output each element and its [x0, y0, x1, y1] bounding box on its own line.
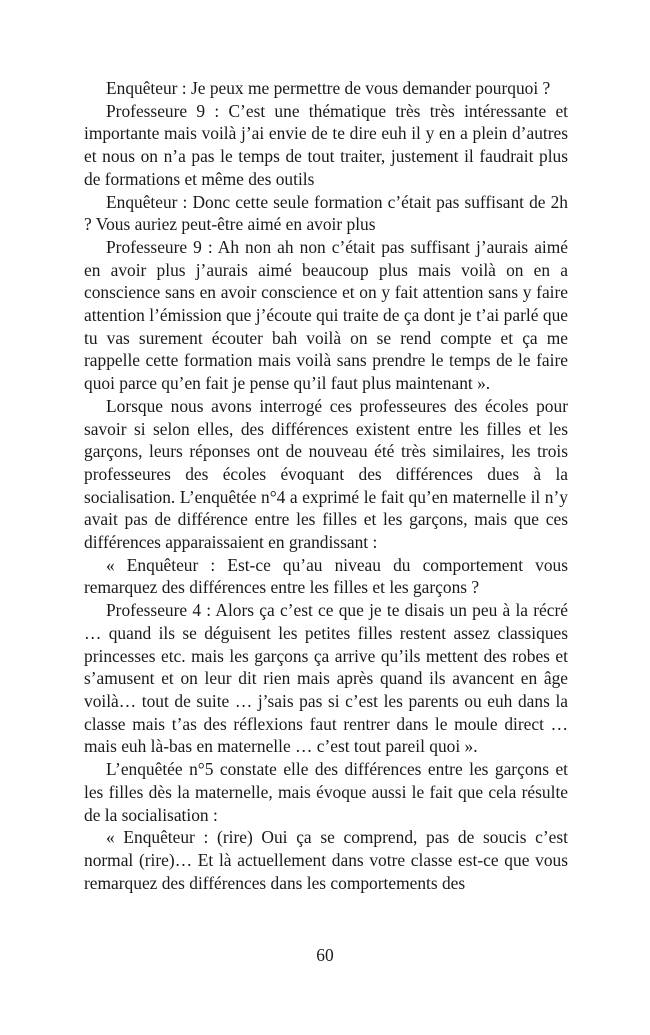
paragraph-interviewer-classroom: « Enquêteur : (rire) Oui ça se comprend, pas de soucis c’est normal (rire)… Et là actuellement dans votre classe est-ce que vous remarquez des différences dans les comportements des — [84, 827, 568, 893]
paragraph-teacher9-not-enough: Professeure 9 : Ah non ah non c’était pas suffisant j’aurais aimé en avoir plus j’aurais aimé beaucoup plus mais voilà on en a conscience sans en avoir conscience et on y fait attention sans y faire attention l’émission que j’écoute qui traite de ça dont je t’ai parlé que tu vas surement écouter bah voilà on se rend compte et ça me rappelle cette formation mais voilà sans prendre le temps de le faire quoi parce qu’en fait je pense qu’il faut plus maintenant ». — [84, 236, 568, 394]
paragraph-interviewer-training: Enquêteur : Donc cette seule formation c’était pas suffisant de 2h ? Vous auriez peut-être aimé en avoir plus — [84, 191, 568, 235]
paragraph-analysis-teacher5: L’enquêtée n°5 constate elle des différences entre les garçons et les filles dès la maternelle, mais évoque aussi le fait que cela résulte de la socialisation : — [84, 759, 568, 825]
page-number: 60 — [316, 945, 334, 965]
paragraph-teacher9-answer: Professeure 9 : C’est une thématique très très intéressante et importante mais voilà j’ai envie de te dire euh il y en a plein d’autres et nous on n’a pas le temps de tout traiter, justement il faudrait plus de formations et même des outils — [84, 100, 568, 189]
paragraph-interviewer-question-why: Enquêteur : Je peux me permettre de vous demander pourquoi ? — [106, 78, 551, 98]
body-text — [84, 77, 568, 894]
paragraph-teacher4-answer: Professeure 4 : Alors ça c’est ce que je te disais un peu à la récré … quand ils se déguisent les petites filles restent assez classiques princesses etc. mais les garçons ça arrive qu’ils mettent des robes et s’amusent et on leur dit rien mais après quand ils avancent en âge voilà… tout de suite … j’sais pas si c’est les parents ou euh dans la classe mais t’as des réflexions faut rentrer dans le moule direct … mais euh là-bas en maternelle … c’est tout pareil quoi ». — [84, 600, 568, 757]
paragraph-interviewer-behaviour: « Enquêteur : Est-ce qu’au niveau du comportement vous remarquez des différences entre les filles et les garçons ? — [84, 554, 568, 598]
paragraph-analysis-differences: Lorsque nous avons interrogé ces professeures des écoles pour savoir si selon elles, des différences existent entre les filles et les garçons, leurs réponses ont de nouveau été très similaires, les trois professeures des écoles évoquant des différences dues à la socialisation. L’enquêtée n°4 a exprimé le fait qu’en maternelle il n’y avait pas de différence entre les filles et les garçons, mais que ces différences apparaissaient en grandissant : — [84, 395, 568, 553]
